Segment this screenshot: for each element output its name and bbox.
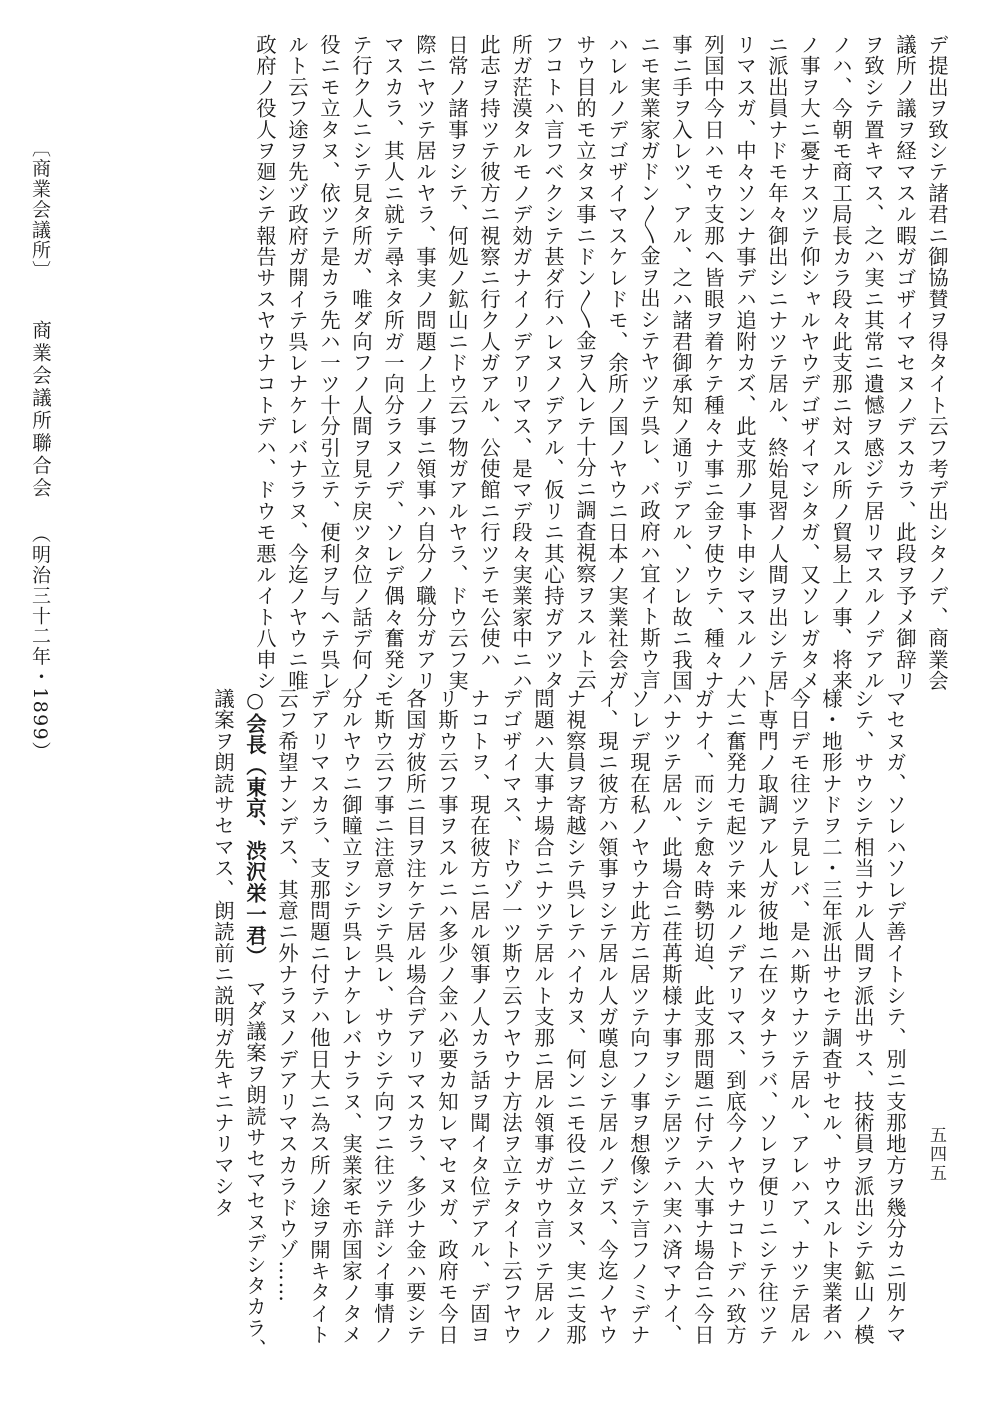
text-line: テ行ク人ニシテ見タ所ガ、唯ダ向フノ人間ヲ見テ戻ツタ位ノ話デ何ノ [349,34,373,692]
text-line: 政府ノ役人ヲ廻シテ報告サスヤウナコトデハ、ドウモ悪ルイト八申シ [253,34,277,692]
text-line: フコトハ言フベクシテ甚ダ行ハレヌノデアル、仮リニ其心持ガアツタ [541,34,565,692]
text-line: ガナイ、而シテ愈々時勢切迫、此支那問題ニ付テハ大事ナ場合ニ今日 [691,688,715,1346]
text-line: ハレルノデゴザイマスケレドモ、余所ノ国ノヤウニ日本ノ実業社会ガ [605,34,629,692]
text-line: 日常ノ諸事ヲシテ、何処ノ鉱山ニドウ云フ物ガアルヤラ、ドウ云フ実 [445,34,469,692]
text-line: ノハ、今朝モ商工局長カラ段々此支那ニ対スル所ノ貿易上ノ事、将来 [829,34,853,692]
speech-line [239,688,271,1360]
running-head-title: 商業会議所聯合会 [29,320,52,501]
text-line: 役ニモ立タヌ、依ツテ是カラ先ハ一ツ十分引立テ、便利ヲ与ヘテ呉レ [317,34,341,692]
text-line: ソレデ現在私ノヤウナ此方ニ居ツテ向フノ事ヲ想像シテ言フノミデナ [627,688,651,1346]
text-line: リマスガ、中々ソンナ事デハ追附カズ、此支那ノ事ト申シマスルノハ [733,34,757,692]
text-line: イ、現ニ彼方ハ領事ヲシテ居ル人ガ嘆息シテ居ルノデス、今迄ノヤウ [595,688,619,1346]
text-line: ノ事ヲ大ニ憂ナスツテ仰シャルヤウデゴザイマシタガ、又ソレガタメ [797,34,821,692]
text-line: 問題ハ大事ナ場合ニナツテ居ルト支那ニ居ル領事ガサウ言ツテ居ルノ [531,688,555,1346]
text-line: マスカラ、其人ニ就テ尋ネタ所ガ一向分ラヌノデ、ソレデ偶々奮発シ [381,34,405,692]
running-head-section: 〔商業会議所〕 [29,138,51,281]
text-line: 列国中今日ハモウ支那ヘ皆眼ヲ着ケテ種々ナ事ニ金ヲ使ウテ、種々ナ [701,34,725,692]
text-line: ナコトヲ、現在彼方ニ居ル領事ノ人カラ話ヲ聞イタ位デアル、デ固ヨ [467,688,491,1346]
running-head-date: （明治三十二年・1899） [29,523,51,762]
speech-text: マダ議案ヲ朗読サセマセヌデシタカラ、 [243,957,267,1360]
text-line: ルト云フ途ヲ先ヅ政府ガ開イテ呉レナケレバナラヌ、今迄ノヤウニ唯 [285,34,309,692]
closing-line: 議案ヲ朗読サセマス、朗読前ニ説明ガ先キニナリマシタ [211,688,235,1218]
text-line: 所ガ茫漠タルモノデ効ガナイノデアリマス、是マデ段々実業家中ニハ [509,34,533,692]
text-line: 各国ガ彼所ニ目ヲ注ケテ居ル場合デアリマスカラ、多少ナ金ハ要シテ [403,688,427,1346]
text-line: ニ派出員ナドモ年々御出シニナツテ居ル、終始見習ノ人間ヲ出シテ居 [765,34,789,692]
running-head [26,138,54,761]
text-line: デゴザイマス、ドウゾ一ツ斯ウ云フヤウナ方法ヲ立テタイト云フヤウ [499,688,523,1346]
text-line: デアリマスカラ、支那問題ニ付テハ他日大ニ為ス所ノ途ヲ開キタイト [307,688,331,1346]
text-line: ニモ実業家ガドン〳〵金ヲ出シテヤツテ呉レ、バ政府ハ宜イト斯ウ言 [637,34,661,691]
text-line: 様・地形ナドヲ二・三年派出サセテ調査サセル、サウスルト実業者ハ [819,688,843,1346]
upper-text-block [249,34,953,692]
text-line: ヲ致シテ置キマス、之ハ実ニ其常ニ遺憾ヲ感ジテ居リマスルノデアル [861,34,885,692]
text-line: 此志ヲ持ツテ彼方ニ視察ニ行ク人ガアル、公使館ニ行ツテモ公使ハ [477,34,501,670]
text-line: モ斯ウ云フ事ニ注意ヲシテ呉レ、サウシテ向フニ往ツテ詳シイ事情ノ [371,688,395,1346]
text-line: 議所ノ議ヲ経マスル暇ガゴザイマセヌノデスカラ、此段ヲ予メ御辞リ [893,34,917,692]
speaker-name: ○会長（東京、渋沢栄一君） [243,688,267,957]
text-line: 際ニヤツテ居ルヤラ、事実ノ問題ノ上ノ事ニ領事ハ自分ノ職分ガアリ [413,34,437,692]
text-line: ナ視察員ヲ寄越シテ呉レテハイカヌ、何ンニモ役ニ立タヌ、実ニ支那 [563,688,587,1346]
text-line: 今日デモ往ツテ見レバ、是ハ斯ウナツテ居ル、アレハア、ナツテ居ル [787,688,811,1346]
text-line: 大ニ奮発力モ起ツテ来ルノデアリマス、到底今ノヤウナコトデハ致方 [723,688,747,1346]
text-line: 事ニ手ヲ入レツ、アル、之ハ諸君御承知ノ通リデアル、ソレ故ニ我国 [669,34,693,692]
text-line: デ提出ヲ致シテ諸君ニ御協賛ヲ得タイト云フ考デ出シタノデ、商業会 [925,34,949,692]
text-line: ト専門ノ取調アル人ガ彼地ニ在ツタナラバ、ソレヲ便リニシテ往ツテ [755,688,779,1346]
page-number: 五四五 [926,1126,946,1183]
text-line: シテ、サウシテ相当ナル人間ヲ派出サス、技術員ヲ派出シテ鉱山ノ模 [851,688,875,1346]
lower-text-block [207,688,911,1360]
text-line: リ斯ウ云フ事ヲスルニハ多少ノ金ハ必要カ知レマセヌガ、政府モ今日 [435,688,459,1346]
text-line: マセヌガ、ソレハソレデ善イトシテ、別ニ支那地方ヲ幾分カニ別ケマ [883,688,907,1346]
text-line: 分ルヤウニ御瞳立ヲシテ呉レナケレバナラヌ、実業家モ亦国家ノタメ [339,688,363,1346]
text-line: サウ目的モ立タヌ事ニドン〳〵金ヲ入レテ十分ニ調査視察ヲスルト云 [573,34,597,691]
text-line: ハナツテ居ル、此場合ニ荏苒斯様ナ事ヲシテ居ツテハ実ハ済マナイ、 [659,688,683,1346]
text-line: 云フ希望ナンデス、其意ニ外ナラヌノデアリマスカラドウゾ…… [275,688,299,1303]
